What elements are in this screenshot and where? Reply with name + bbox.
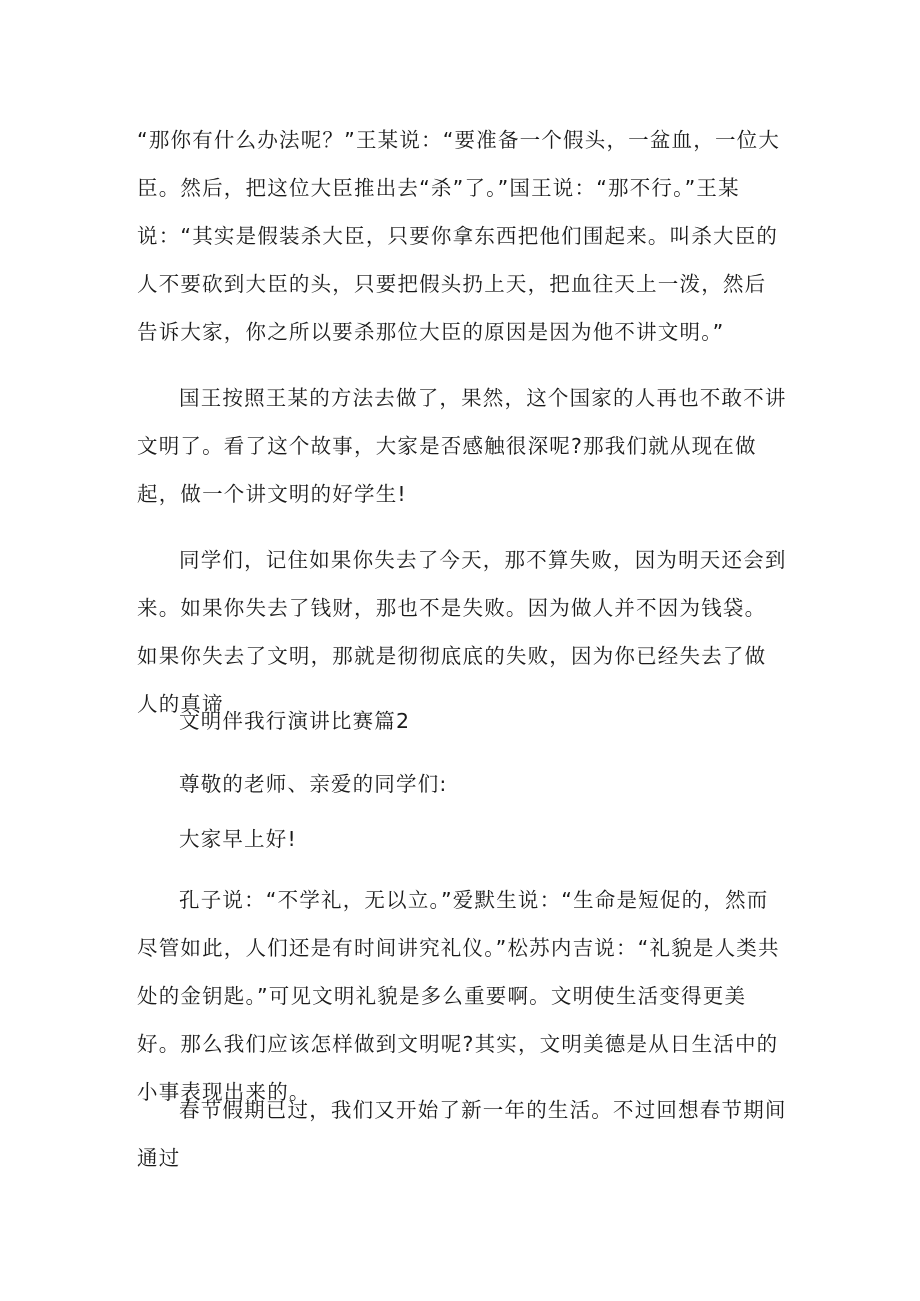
paragraph-spring-festival: [137, 1086, 787, 1182]
paragraph-king-followed: [137, 374, 787, 518]
paragraph-text: 春节假期已过，我们又开始了新一年的生活。不过回想春节期间通过: [137, 1098, 787, 1170]
paragraph-text: 孔子说：“不学礼，无以立。”爱默生说：“生命是短促的，然而尽管如此，人们还是有时间讲究礼仪。”松苏内吉说：“礼貌是人类共处的金钥匙。”可见文明礼貌是多么重要啊。文明使生活变得更美好。那么我们应该怎样做到文明呢?其实，文明美德是从日生活中的小事表现出来的。: [137, 888, 780, 1104]
paragraph-story-dialogue: [137, 116, 787, 356]
salutation: 尊敬的老师、亲爱的同学们:: [179, 772, 448, 796]
greeting: 大家早上好!: [179, 827, 297, 851]
paragraph-text: 同学们，记住如果你失去了今天，那不算失败，因为明天还会到来。如果你失去了钱财，那也不是失败。因为做人并不因为钱袋。如果你失去了文明，那就是彻彻底底的失败，因为你已经失去了做人的真谛: [137, 548, 787, 716]
paragraph-text: “那你有什么办法呢？”王某说：“要准备一个假头，一盆血，一位大臣。然后，把这位大臣推出去“杀”了。”国王说：“那不行。”王某说：“其实是假装杀大臣，只要你拿东西把他们围起来。叫杀大臣的人不要砍到大臣的头，只要把假头扔上天，把血往天上一泼，然后告诉大家，你之所以要杀那位大臣的原因是因为他不讲文明。”: [137, 128, 781, 344]
paragraph-text: 国王按照王某的方法去做了，果然，这个国家的人再也不敢不讲文明了。看了这个故事，大家是否感触很深呢?那我们就从现在做起，做一个讲文明的好学生!: [137, 386, 787, 506]
paragraph-confucius-quote: [137, 876, 787, 1116]
section-title: 文明伴我行演讲比赛篇2: [179, 709, 411, 733]
